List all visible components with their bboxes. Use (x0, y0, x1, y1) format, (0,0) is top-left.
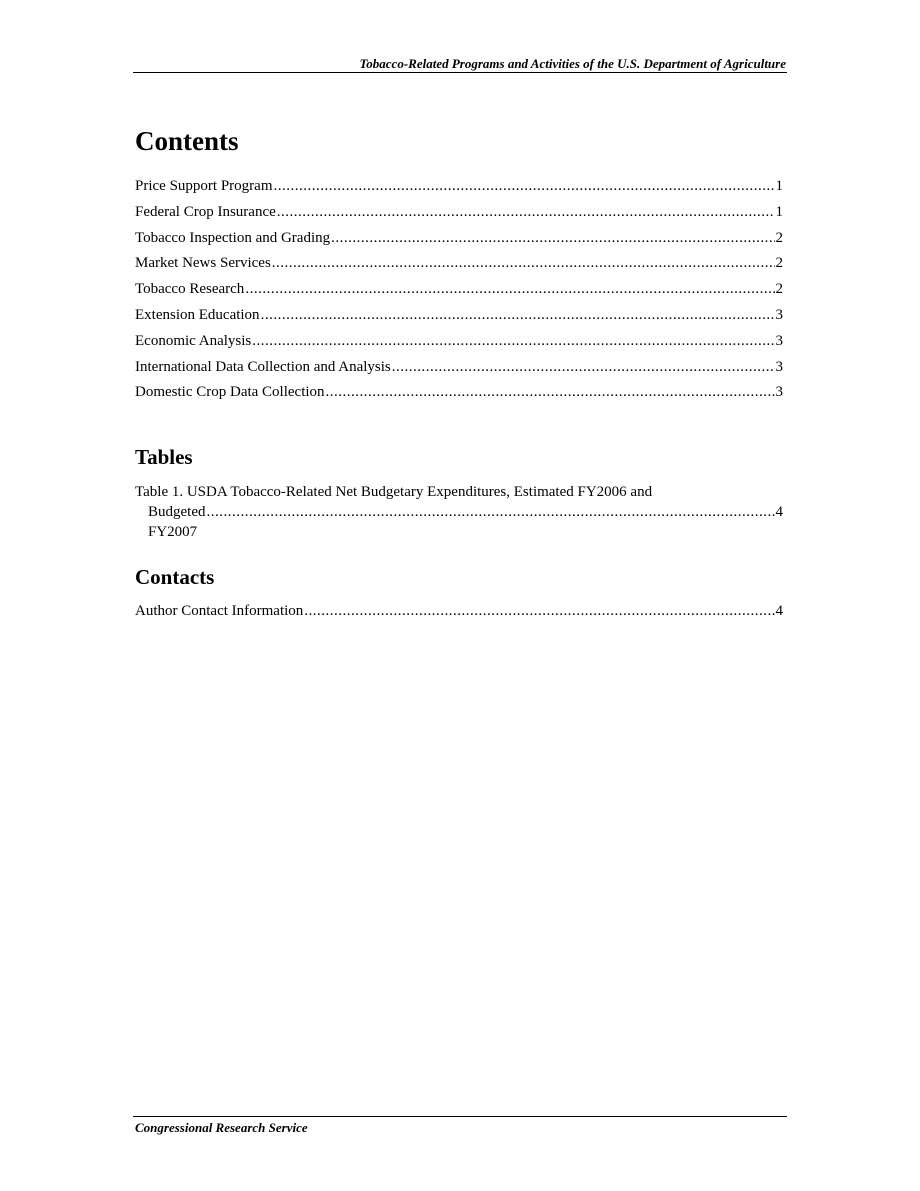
toc-entry-label: Economic Analysis (135, 332, 252, 349)
footer-divider (133, 1116, 787, 1117)
dot-leader (207, 502, 775, 522)
toc-entry-page: 4 (775, 504, 783, 520)
toc-entry-page: 3 (775, 384, 783, 401)
tables-list (135, 482, 783, 542)
toc-entry-tobacco-inspection[interactable] (135, 228, 783, 254)
toc-entry-international-data[interactable] (135, 357, 783, 383)
toc-entry-label: International Data Collection and Analysis (135, 358, 391, 375)
toc-entry-page: 3 (775, 358, 783, 375)
toc-entry-label: Federal Crop Insurance (135, 203, 276, 220)
dot-leader (272, 253, 775, 273)
toc-entry-label: Author Contact Information (135, 603, 304, 619)
dot-leader (273, 176, 774, 196)
header-divider (133, 72, 787, 73)
dot-leader (245, 279, 774, 299)
toc-entry-extension-education[interactable] (135, 305, 783, 331)
toc-entry-economic-analysis[interactable] (135, 331, 783, 357)
toc-entry-page: 1 (775, 203, 783, 220)
toc-entry-label: Extension Education (135, 306, 260, 323)
toc-entry-label-line1: Table 1. USDA Tobacco-Related Net Budgetary Expenditures, Estimated FY2006 and (135, 484, 653, 500)
toc-entry-domestic-crop-data[interactable] (135, 382, 783, 408)
toc-entry-page: 2 (775, 281, 783, 298)
tables-heading: Tables (135, 445, 193, 469)
toc-entry-tobacco-research[interactable] (135, 279, 783, 305)
toc-entry-page: 3 (775, 306, 783, 323)
dot-leader (326, 382, 775, 402)
dot-leader (392, 357, 775, 377)
toc-entry-page: 1 (775, 178, 783, 194)
toc-entry-table-1[interactable] (135, 482, 783, 542)
toc-entry-label: Price Support Program (135, 178, 273, 194)
toc-entry-page: 3 (775, 332, 783, 349)
toc-entry-federal-crop-insurance[interactable] (135, 202, 783, 228)
dot-leader (261, 305, 775, 325)
toc-entry-market-news[interactable] (135, 253, 783, 279)
toc-entry-label: Tobacco Research (135, 281, 245, 298)
dot-leader (304, 601, 774, 621)
toc-entry-page: 2 (775, 229, 783, 246)
dot-leader (277, 202, 775, 222)
toc-entry-author-contact[interactable] (135, 601, 783, 627)
toc-entry-page: 2 (775, 255, 783, 272)
contents-list (135, 176, 783, 408)
dot-leader (252, 331, 774, 351)
contacts-heading: Contacts (135, 565, 215, 589)
toc-entry-label: Domestic Crop Data Collection (135, 384, 325, 401)
dot-leader (331, 228, 774, 248)
toc-entry-page: 4 (775, 603, 783, 619)
running-header: Tobacco-Related Programs and Activities of the U.S. Department of Agriculture (359, 56, 786, 71)
toc-entry-label: Tobacco Inspection and Grading (135, 229, 331, 246)
contents-heading: Contents (135, 126, 239, 156)
running-footer: Congressional Research Service (135, 1120, 308, 1135)
toc-entry-label: Market News Services (135, 255, 271, 272)
toc-entry-price-support[interactable] (135, 176, 783, 202)
contacts-list (135, 601, 783, 627)
toc-entry-label-line2: Budgeted FY2007 (148, 504, 206, 540)
